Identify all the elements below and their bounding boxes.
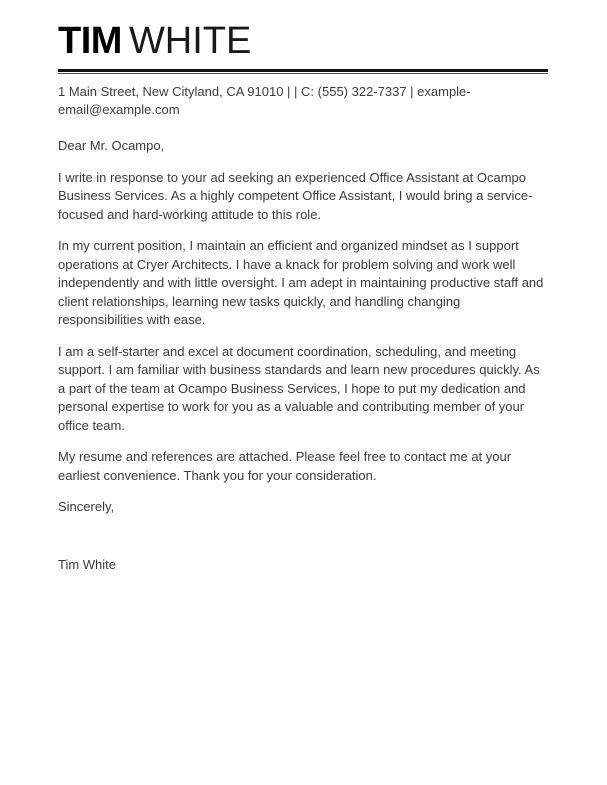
contact-info-line: 1 Main Street, New Cityland, CA 91010 | | C: (555) 322-7337 | example-email@example.com xyxy=(58,84,471,117)
applicant-first-name: TIM xyxy=(58,20,122,62)
body-paragraph-2: In my current position, I maintain an efficient and organized mindset as I support operations at Cryer Architects. I have a knack for problem solving and work well independently and with little oversight. I am adept in maintaining productive staff and client relationships, learning new tasks quickly, and handling changing responsibilities with ease. xyxy=(58,238,544,327)
body-paragraph-1: I write in response to your ad seeking an experienced Office Assistant at Ocampo Business Services. As a highly competent Office Assistant, I would bring a service-focused and hard-working attitude to this role. xyxy=(58,169,533,222)
letter-body xyxy=(58,137,548,574)
letterhead-divider xyxy=(58,69,548,74)
letterhead xyxy=(58,22,548,119)
applicant-last-name: WHITE xyxy=(128,20,252,62)
body-paragraph-3: I am a self-starter and excel at document coordination, scheduling, and meeting support. I am familiar with business standards and learn new procedures quickly. As a part of the team at Ocampo Business Services, I hope to put my dedication and personal expertise to work for you as a valuable and contributing member of your office team. xyxy=(58,343,540,433)
salutation: Dear Mr. Ocampo, xyxy=(58,138,165,153)
signature-name: Tim White xyxy=(58,556,117,572)
closing-salutation: Sincerely, xyxy=(58,499,115,514)
applicant-name xyxy=(58,22,548,60)
signature-space xyxy=(58,530,548,556)
body-paragraph-4: My resume and references are attached. Please feel free to contact me at your earliest convenience. Thank you for your consideration. xyxy=(58,449,512,483)
